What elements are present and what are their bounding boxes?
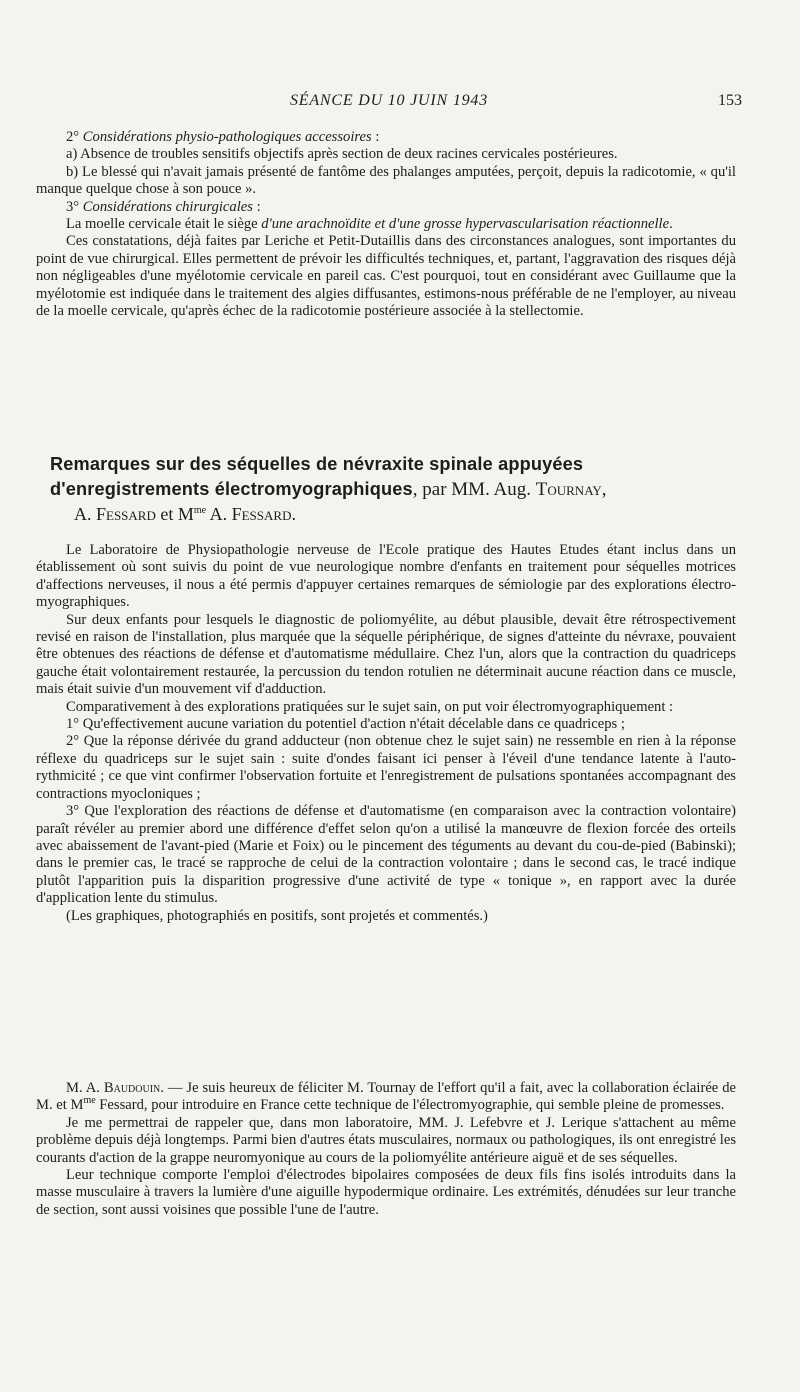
superscript: me xyxy=(83,1095,96,1107)
page-number: 153 xyxy=(718,92,742,109)
byline-text: et M xyxy=(155,504,194,524)
punctuation: : xyxy=(252,198,261,215)
preceding-article-conclusion xyxy=(36,129,736,320)
item-label: 2° xyxy=(66,129,83,145)
page-header xyxy=(36,92,742,116)
paragraph: (Les graphiques, photographiés en positifs, sont projetés et commentés.) xyxy=(66,907,488,924)
paragraph: a) Absence de troubles sensitifs objectifs après section de deux racines cervicales postérieures. xyxy=(66,146,618,163)
byline xyxy=(50,504,296,524)
paragraph: Le Laboratoire de Physiopathologie nerveuse de l'Ecole pratique des Hautes Etudes étant inclus dans un établissement où sont suivis du point de vue neurologique nombre d'enfants en traitement pour séquelles motrices d'affections nerveuses, il nous a été permis d'appuyer certaines remarques de sémiologie par des explorations électro-myographiques. xyxy=(36,542,736,611)
author-initial: A. xyxy=(206,504,232,524)
paragraph xyxy=(36,199,736,216)
subheading: Considérations chirurgicales xyxy=(82,198,253,215)
punctuation: . xyxy=(669,216,673,233)
superscript: me xyxy=(193,505,207,516)
paragraph: 2° Que la réponse dérivée du grand adducteur (non obtenue chez le sujet sain) ne ressemble en rien à la réponse réflexe du quadriceps sur le sujet sain : suite d'ondes faisant ici penser à l'éveil d'une tendance latente à l'auto-rythmicité ; ce que vint confirmer l'observation fortuite et l'enregistrement de pulsations spontanées accompagnant des contractions myocloniques ; xyxy=(36,733,736,802)
article-title xyxy=(50,452,740,527)
subheading: Considérations physio-pathologiques accessoires xyxy=(82,129,372,145)
paragraph xyxy=(36,1080,736,1115)
punctuation: : xyxy=(371,129,380,145)
byline-text: , par MM. Aug. xyxy=(412,479,536,500)
text-run: M. A. xyxy=(66,1080,104,1096)
paragraph xyxy=(36,129,736,146)
paragraph: Comparativement à des explorations pratiquées sur le sujet sain, on put voir électromyographiquement : xyxy=(66,698,674,715)
speaker-name: Baudouin xyxy=(103,1080,161,1096)
discussion xyxy=(36,1080,736,1219)
paragraph: Ces constatations, déjà faites par Leriche et Petit-Dutaillis dans des circonstances analogues, sont importantes du point de vue chirurgical. Elles permettent de prévoir les difficultés techniques, et, partant, l'aggravation des risques déjà non négligeables d'une myélotomie cervicale en pareil cas. C'est pourquoi, tout en considérant avec Guillaume que la myélotomie est indiquée dans le traitement des algies diffusantes, estimons-nous préférable de ne l'employer, au niveau de la moelle cervicale, qu'après échec de la radicotomie postérieure associée à la stellectomie. xyxy=(36,233,736,320)
emphasis: d'une arachnoïdite et d'une grosse hypervascularisation réactionnelle xyxy=(261,216,670,233)
running-head: SÉANCE DU 10 JUIN 1943 xyxy=(289,92,489,109)
text-run: Fessard, pour introduire en France cette technique de l'électromyographie, qui semble pleine de promesses. xyxy=(95,1097,725,1114)
author-name: Fessard xyxy=(96,504,156,524)
author-initial: A. xyxy=(74,504,96,524)
text-run: La moelle cervicale était le siège xyxy=(66,216,262,233)
article-body xyxy=(36,542,736,925)
paragraph: Sur deux enfants pour lesquels le diagnostic de poliomyélite, au début plausible, devait être rétrospectivement revisé en raison de l'installation, plus marquée que la séquelle périphérique, de signes d'atteinte du névraxe, pouvaient être obtenues des réactions de défense et d'automatisme médullaire. Chez l'un, alors que la contraction du quadriceps gauche était volontairement restaurée, la percussion du tendon rotulien ne déterminait aucune réaction dans ce muscle, mais était suivie d'un mouvement vif d'adduction. xyxy=(36,611,736,698)
paragraph: Leur technique comporte l'emploi d'électrodes bipolaires composées de deux fils fins isolés introduits dans la masse musculaire à travers la lumière d'une aiguille hypodermique ordinaire. Les extrémités, dénudées sur leur tranche de section, sont aussi voisines que possible l'une de l'autre. xyxy=(36,1167,736,1218)
paragraph: 1° Qu'effectivement aucune variation du potentiel d'action n'était décelable dans ce quadriceps ; xyxy=(66,716,625,733)
punctuation: , xyxy=(601,479,607,500)
paragraph xyxy=(36,216,736,233)
paragraph: Je me permettrai de rappeler que, dans mon laboratoire, MM. J. Lefebvre et J. Lerique s'attachent au même problème depuis déjà longtemps. Parmi bien d'autres états musculaires, normaux ou pathologiques, ils ont enregistré les courants d'action de la grappe neuromyonique au cours de la poliomyélite antérieure aiguë et de ses séquelles. xyxy=(36,1114,736,1166)
paragraph: 3° Que l'exploration des réactions de défense et d'automatisme (en comparaison avec la contraction volontaire) paraît révéler au premier abord une différence d'effet selon qu'on a utilisé la manœuvre de flexion forcée des orteils avec abaissement de l'avant-pied (Marie et Foix) ou le pincement des téguments au devant du cou-de-pied (Babinski); dans le premier cas, le tracé se rapproche de celui de la contraction volontaire ; dans le second cas, le tracé indique plutôt l'apparition puis la disparition progressive d'une activité de type « tonique », en rapport avec la durée d'application lente du stimulus. xyxy=(36,803,736,907)
author-name: Fessard xyxy=(231,504,292,524)
article-title-text: Remarques sur des séquelles de névraxite spinale appuyées d'enregistrements électromyographiques xyxy=(50,454,584,499)
item-label: 3° xyxy=(66,198,83,215)
paragraph: b) Le blessé qui n'avait jamais présenté de fantôme des phalanges amputées, perçoit, depuis la radicotomie, « qu'il manque quelque chose à son pouce ». xyxy=(36,163,736,198)
punctuation: . xyxy=(291,504,296,524)
text-run: . — Je suis heureux de féliciter M. Tournay de l'effort qu'il a fait, avec la collaboration éclairée de M. et M xyxy=(36,1080,736,1114)
author-name: Tournay xyxy=(535,479,602,500)
